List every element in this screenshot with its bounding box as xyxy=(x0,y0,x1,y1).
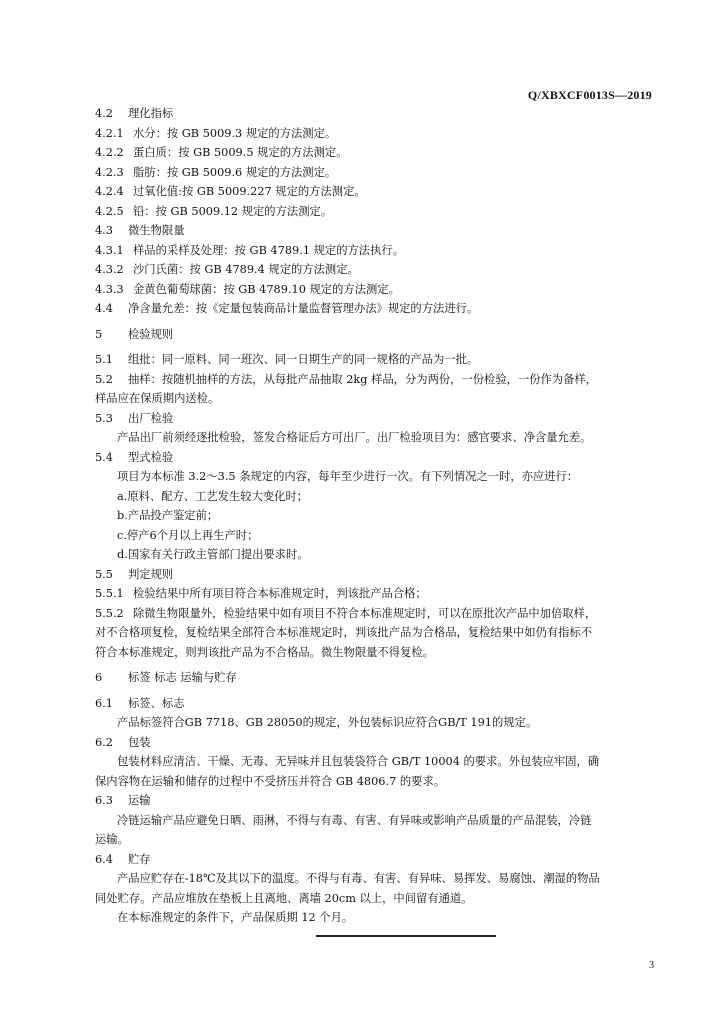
clause-number: 6 xyxy=(95,671,103,684)
text-line xyxy=(95,830,655,850)
text-line xyxy=(95,389,655,409)
clause-number: 6.2 xyxy=(95,735,113,749)
clause-number: 4.3 xyxy=(95,224,113,237)
clause-number: 5.5.2 xyxy=(95,606,124,620)
text-line xyxy=(95,467,655,487)
text-line xyxy=(95,182,655,202)
clause-text: b.产品投产鉴定前； xyxy=(117,509,219,522)
clause-text: 水分：按 GB 5009.3 规定的方法测定。 xyxy=(133,126,337,140)
text-line xyxy=(95,545,655,565)
clause-number: 5.5.1 xyxy=(95,587,124,600)
clause-number: 4.2 xyxy=(95,107,113,120)
end-rule xyxy=(316,935,496,937)
clause-text: 标签 标志 运输与贮存 xyxy=(128,671,237,684)
clause-text: c.停产6个月以上再生产时； xyxy=(117,528,259,542)
text-line xyxy=(95,643,655,663)
clause-text: 组批：同一原料、同一班次、同一日期生产的同一规格的产品为一批。 xyxy=(128,353,479,366)
clause-text: 产品应贮存在-18℃及其以下的温度。不得与有毒、有害、有异味、易挥发、易腐蚀、潮湿的物品 xyxy=(117,872,600,885)
text-line xyxy=(95,506,655,526)
clause-number: 5.1 xyxy=(95,353,113,366)
clause-text: d.国家有关行政主管部门提出要求时。 xyxy=(117,548,309,561)
subsection-heading xyxy=(95,733,655,753)
subsection-heading xyxy=(95,448,655,468)
subsection-heading xyxy=(95,694,655,714)
text-line xyxy=(95,202,655,222)
clause-text: 产品出厂前须经逐批检验，签发合格证后方可出厂。出厂检验项目为：感官要求、净含量允差。 xyxy=(117,431,592,444)
clause-number: 5.5 xyxy=(95,567,113,581)
clause-number: 4.2.1 xyxy=(95,126,124,140)
clause-text: 检验规则 xyxy=(128,327,174,341)
clause-number: 6.4 xyxy=(95,852,113,866)
clause-text: 过氧化值:按 GB 5009.227 规定的方法测定。 xyxy=(133,185,366,198)
subsection-heading xyxy=(95,221,655,241)
subsection-heading xyxy=(95,565,655,585)
clause-text: 沙门氏菌：按 GB 4789.4 规定的方法测定。 xyxy=(133,263,359,276)
clause-number: 4.2.2 xyxy=(95,146,124,159)
text-line xyxy=(95,869,655,889)
clause-text: 除微生物限量外，检验结果中如有项目不符合本标准规定时，可以在原批次产品中加倍取样， xyxy=(133,606,597,620)
text-line xyxy=(95,428,655,448)
text-line xyxy=(95,350,655,370)
text-line xyxy=(95,889,655,909)
clause-number: 4.3.2 xyxy=(95,263,124,276)
text-line xyxy=(95,811,655,831)
clause-text: 判定规则 xyxy=(128,567,174,581)
clause-text: 蛋白质：按 GB 5009.5 规定的方法测定。 xyxy=(133,146,348,159)
standard-code: Q/XBXCF0013S—2019 xyxy=(527,88,652,102)
clause-number: 5 xyxy=(95,327,103,341)
clause-text: 样品应在保质期内送检。 xyxy=(95,392,220,405)
subsection-heading xyxy=(95,791,655,811)
clause-text: 检验结果中所有项目符合本标准规定时，判该批产品合格； xyxy=(133,587,427,600)
clause-text: 运输 xyxy=(128,794,151,807)
text-line xyxy=(95,124,655,144)
text-line xyxy=(95,584,655,604)
page-number: 3 xyxy=(649,960,654,971)
text-line xyxy=(95,370,655,390)
clause-text: 微生物限量 xyxy=(128,224,185,237)
clause-text: 同处贮存。产品应堆放在垫板上且离地、离墙 20cm 以上，中间留有通道。 xyxy=(95,891,473,905)
document-body xyxy=(95,104,655,928)
clause-text: 型式检验 xyxy=(128,450,174,464)
clause-text: 项目为本标准 3.2～3.5 条规定的内容，每年至少进行一次。有下列情况之一时，亦应进行： xyxy=(117,470,579,483)
text-line xyxy=(95,299,655,319)
subsection-heading xyxy=(95,850,655,870)
clause-number: 4.3.3 xyxy=(95,282,124,296)
clause-text: 铅：按 GB 5009.12 规定的方法测定。 xyxy=(133,204,333,218)
clause-text: 理化指标 xyxy=(128,107,174,120)
section-heading xyxy=(95,668,655,688)
clause-text: a.原料、配方、工艺发生较大变化时； xyxy=(117,489,309,503)
clause-number: 5.2 xyxy=(95,372,113,386)
text-line xyxy=(95,241,655,261)
clause-text: 在本标准规定的条件下，产品保质期 12 个月。 xyxy=(117,911,354,924)
clause-text: 抽样：按随机抽样的方法，从每批产品抽取 2kg 样品，分为两份，一份检验，一份作为备样， xyxy=(128,372,598,386)
clause-text: 贮存 xyxy=(128,852,151,866)
clause-text: 对不合格项复检，复检结果全部符合本标准规定时，判该批产品为合格品，复检结果中如仍有指标不 xyxy=(95,626,593,639)
clause-number: 4.4 xyxy=(95,302,113,315)
clause-number: 4.3.1 xyxy=(95,243,124,257)
text-line xyxy=(95,623,655,643)
clause-text: 冷链运输产品应避免日晒、雨淋，不得与有毒、有害、有异味或影响产品质量的产品混装，冷链 xyxy=(117,813,592,827)
text-line xyxy=(95,487,655,507)
subsection-heading xyxy=(95,104,655,124)
clause-number: 4.2.4 xyxy=(95,185,124,198)
text-line xyxy=(95,772,655,792)
clause-number: 6.3 xyxy=(95,794,113,807)
clause-text: 净含量允差：按《定量包装商品计量监督管理办法》规定的方法进行。 xyxy=(128,302,479,315)
text-line xyxy=(95,143,655,163)
text-line xyxy=(95,163,655,183)
clause-number: 4.2.5 xyxy=(95,204,124,218)
clause-text: 样品的采样及处理：按 GB 4789.1 规定的方法执行。 xyxy=(133,243,404,257)
clause-number: 5.3 xyxy=(95,411,113,425)
section-heading xyxy=(95,325,655,345)
text-line xyxy=(95,604,655,624)
clause-text: 保内容物在运输和储存的过程中不受挤压并符合 GB 4806.7 的要求。 xyxy=(95,774,446,788)
clause-number: 4.2.3 xyxy=(95,165,124,179)
clause-text: 包装材料应清洁、干燥、无毒、无异味并且包装袋符合 GB/T 10004 的要求。外包装应牢固，确 xyxy=(117,755,600,768)
clause-text: 包装 xyxy=(128,735,151,749)
text-line xyxy=(95,752,655,772)
clause-text: 出厂检验 xyxy=(128,411,174,425)
text-line xyxy=(95,260,655,280)
clause-text: 金黄色葡萄球菌：按 GB 4789.10 规定的方法测定。 xyxy=(133,282,400,296)
text-line xyxy=(95,713,655,733)
clause-text: 产品标签符合GB 7718、GB 28050的规定，外包装标识应符合GB/T 191的规定。 xyxy=(117,716,538,729)
clause-number: 5.4 xyxy=(95,450,113,464)
text-line xyxy=(95,280,655,300)
clause-text: 标签、标志 xyxy=(128,696,185,710)
text-line xyxy=(95,526,655,546)
text-line xyxy=(95,908,655,928)
clause-text: 运输。 xyxy=(95,833,129,846)
clause-number: 6.1 xyxy=(95,696,113,710)
subsection-heading xyxy=(95,409,655,429)
clause-text: 脂肪：按 GB 5009.6 规定的方法测定。 xyxy=(133,165,337,179)
clause-text: 符合本标准规定，则判该批产品为不合格品。微生物限量不得复检。 xyxy=(95,645,434,659)
